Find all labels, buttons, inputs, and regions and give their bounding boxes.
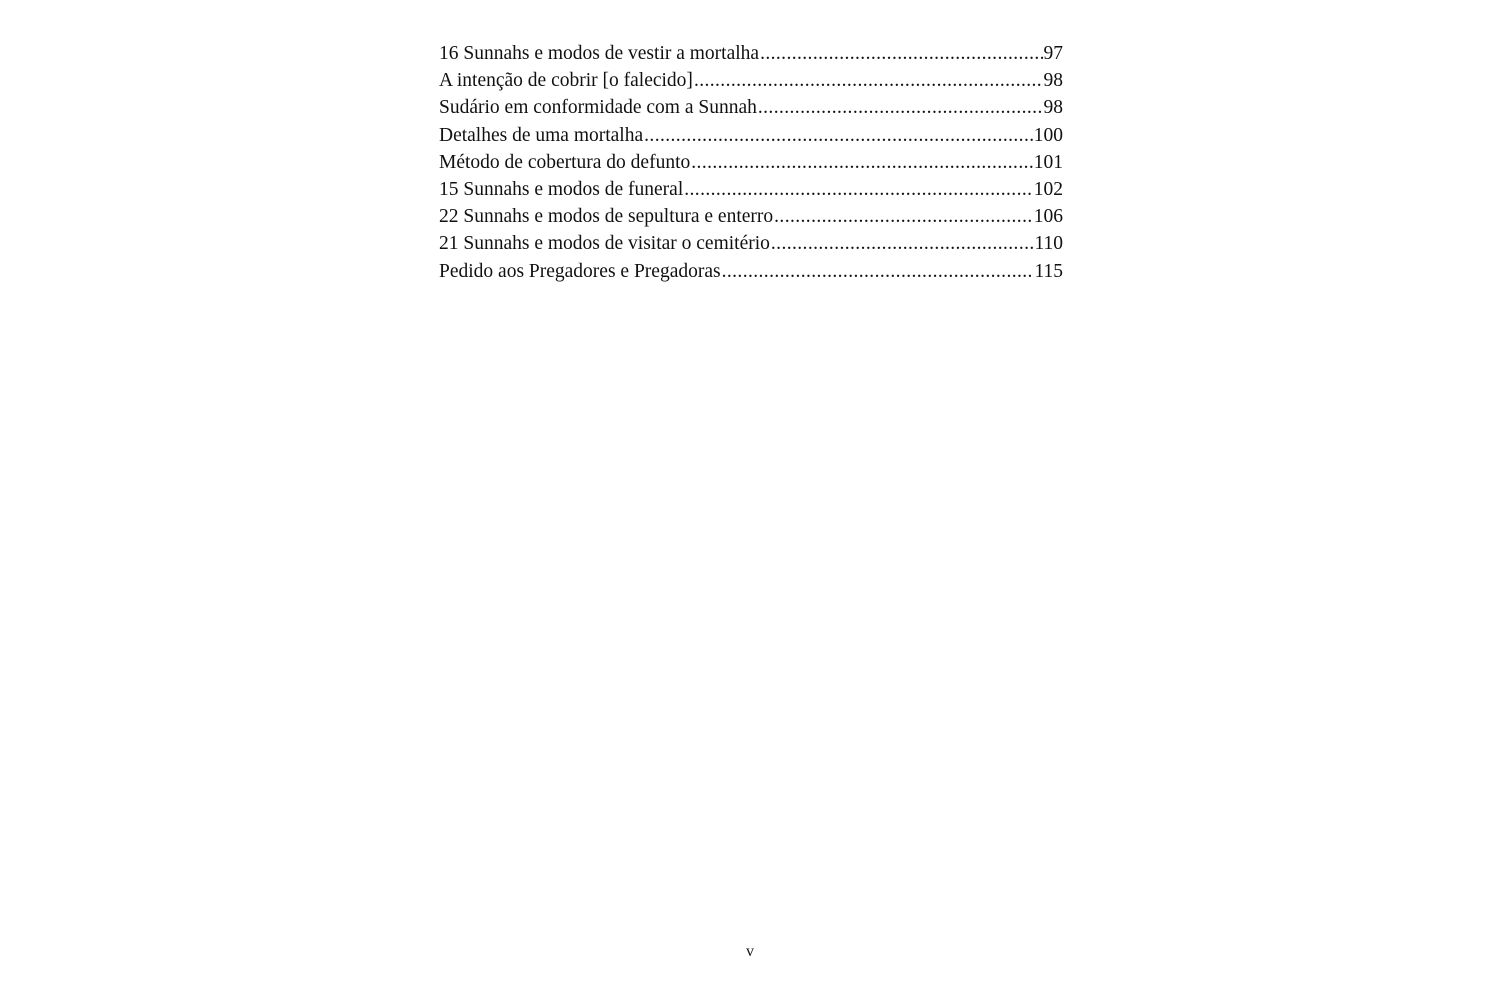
toc-entry[interactable]: [439, 122, 1063, 149]
page-number: v: [746, 943, 754, 960]
toc-entry-page: 101: [1033, 151, 1063, 173]
toc-entry[interactable]: [439, 203, 1063, 230]
toc-entry-page: 100: [1033, 124, 1063, 146]
toc-dot-leader: [771, 230, 1034, 257]
toc-entry-title: Detalhes de uma mortalha: [439, 124, 644, 146]
toc-entry-title: 21 Sunnahs e modos de visitar o cemitério: [439, 233, 770, 255]
toc-dot-leader: [684, 176, 1033, 203]
toc-entry-title: A intenção de cobrir [o falecido]: [439, 70, 693, 92]
toc-dot-leader: [758, 94, 1043, 121]
toc-entry[interactable]: [439, 40, 1063, 67]
toc-entry-page: 106: [1033, 206, 1063, 228]
toc-entry-title: Sudário em conformidade com a Sunnah: [439, 97, 757, 119]
toc-entry[interactable]: [439, 149, 1063, 176]
toc-entry-title: Pedido aos Pregadores e Pregadoras: [439, 260, 721, 282]
toc-dot-leader: [722, 258, 1034, 285]
toc-entry-page: 102: [1033, 178, 1063, 200]
table-of-contents: [439, 40, 1063, 285]
toc-entry-title: 22 Sunnahs e modos de sepultura e enterro: [439, 206, 774, 228]
toc-entry[interactable]: [439, 67, 1063, 94]
toc-dot-leader: [644, 122, 1033, 149]
toc-entry[interactable]: [439, 94, 1063, 121]
toc-entry-page: 98: [1043, 97, 1063, 119]
toc-entry-title: 15 Sunnahs e modos de funeral: [439, 178, 684, 200]
toc-entry-title: Método de cobertura do defunto: [439, 151, 691, 173]
toc-dot-leader: [691, 149, 1032, 176]
toc-entry[interactable]: [439, 258, 1063, 285]
toc-entry[interactable]: [439, 230, 1063, 257]
toc-entry-title: 16 Sunnahs e modos de vestir a mortalha: [439, 43, 760, 64]
toc-entry-page: 98: [1043, 70, 1063, 92]
toc-entry-page: 110: [1034, 233, 1063, 255]
toc-entry-page: 115: [1034, 260, 1063, 282]
toc-dot-leader: [694, 67, 1043, 94]
toc-entry-page: 97: [1043, 43, 1063, 64]
toc-dot-leader: [774, 203, 1033, 230]
toc-entry[interactable]: [439, 176, 1063, 203]
toc-dot-leader: [760, 40, 1042, 67]
